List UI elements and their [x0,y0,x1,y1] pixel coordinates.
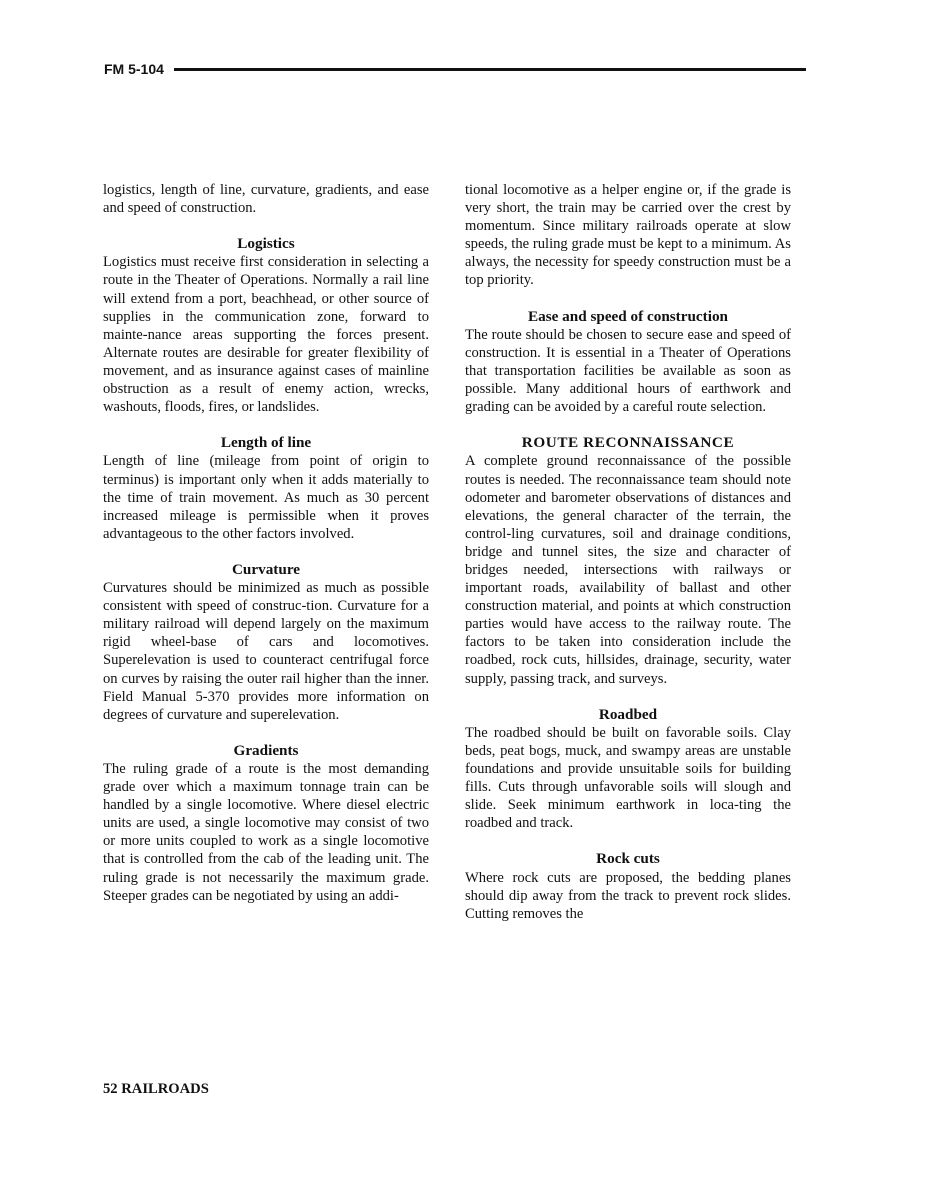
logistics-paragraph: Logistics must receive first consideration in selecting a route in the Theater of Operations. Normally a rail line will extend from a port, beachhead, or other source of supplies in the communication zone, forward to mainte-nance areas supporting the forces present. Alternate routes are desirable for greater flexibility of movement, and as insurance against cases of mainline obstruction as a result of enemy action, wrecks, washouts, floods, fires, or landslides. [103,254,429,416]
curvature-heading: Curvature [231,560,301,578]
page-footer: 52 RAILROADS [103,1081,209,1097]
ease-speed-paragraph: The route should be chosen to secure ease and speed of construction. It is essential in a Theater of Operations that transportation facilities be available as soon as possible. Many additional hours of earthwork and grading can be avoided by a careful route selection. [465,326,791,416]
header-rule [174,68,806,71]
gradients-heading: Gradients [233,741,299,759]
gradients-continuation: tional locomotive as a helper engine or, if the grade is very short, the train may be carried over the crest by momentum. Since military railroads operate at slow speeds, the ruling grade must be kept to a minimum. As always, the necessity for speedy construction must be a top priority. [465,182,791,289]
ease-speed-heading: Ease and speed of construction [528,307,728,325]
route-reconnaissance-paragraph: A complete ground reconnaissance of the possible routes is needed. The reconnaissance team should note odometer and barometer observations of distances and elevations, the general character of the terrain, the control-ling curvatures, soil and drainage conditions, bridge and tunnel sites, the size and character of bridges needed, intersections with railways or important roads, availability of ballast and other construction material, and points at which construction parties would have access to the railway route. The factors to be taken into consideration include the roadbed, rock cuts, hillsides, drainage, security, water supply, passing track, and surveys. [465,453,791,687]
gradients-paragraph: The ruling grade of a route is the most demanding grade over which a maximum tonnage train can be handled by a single locomotive. Where diesel electric units are used, a single locomotive may consist of two or more units coupled to work as a single locomotive that is controlled from the cab of the leading unit. The ruling grade is not necessarily the maximum grade. Steeper grades can be negotiated by using an addi- [103,761,429,904]
left-column [103,181,429,905]
right-column [465,181,791,923]
rock-cuts-heading: Rock cuts [596,850,660,868]
roadbed-heading: Roadbed [598,705,658,723]
roadbed-paragraph: The roadbed should be built on favorable soils. Clay beds, peat bogs, muck, and swampy areas are unstable foundations and provide unsuitable soils for building fills. Cuts through unfavorable soils will slough and slide. Seek minimum earthwork in loca-ting the roadbed and track. [465,724,791,832]
intro-paragraph: logistics, length of line, curvature, gradients, and ease and speed of construction. [103,182,429,217]
length-of-line-paragraph: Length of line (mileage from point of origin to terminus) is important only when it adds materially to the time of train movement. As much as 30 percent increased mileage is permissible when it proves advantageous to the other factors involved. [103,453,429,542]
length-of-line-heading: Length of line [220,434,312,452]
curvature-paragraph: Curvatures should be minimized as much as possible consistent with speed of construc-tion. Curvature for a military railroad will depend largely on the maximum rigid wheel-base of cars and locomotives. Superelevation is used to counteract centrifugal force on curves by raising the outer rail higher than the inner. Field Manual 5-370 provides more information on degrees of curvature and superelevation. [103,580,429,723]
route-reconnaissance-heading: ROUTE RECONNAISSANCE [521,434,735,452]
logistics-heading: Logistics [237,235,295,253]
running-header [104,58,806,80]
rock-cuts-paragraph: Where rock cuts are proposed, the bedding planes should dip away from the track to prevent rock slides. Cutting removes the [465,869,791,922]
manual-code: FM 5-104 [104,61,164,77]
